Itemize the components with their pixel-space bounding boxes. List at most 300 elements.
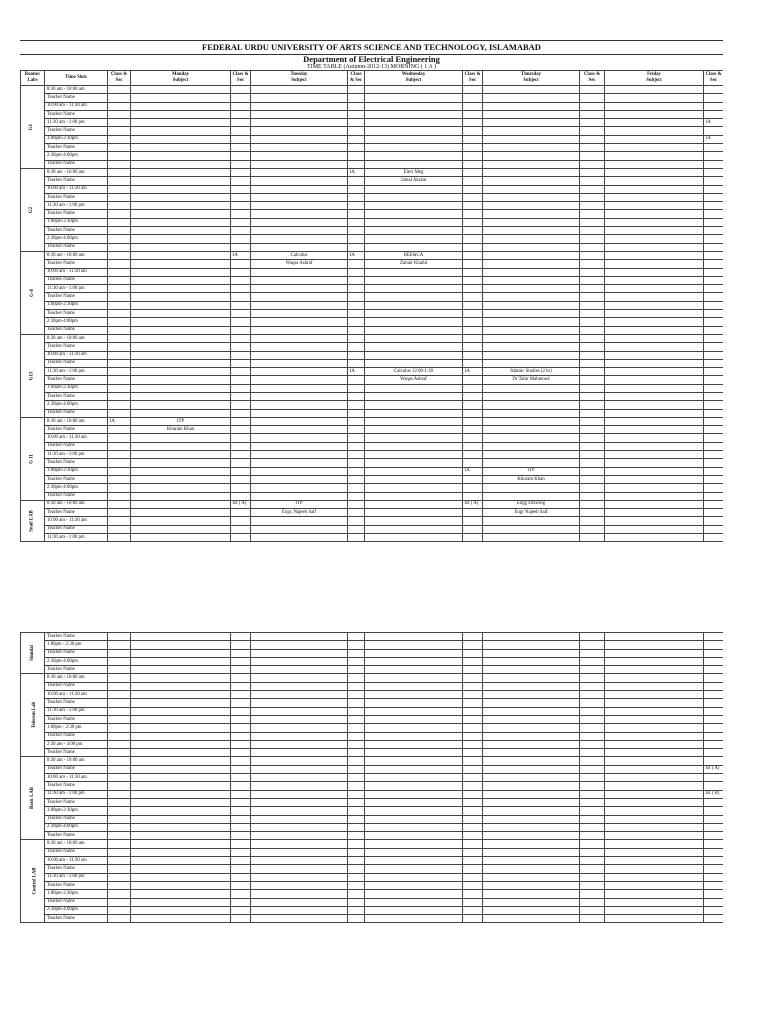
subject-cell: [251, 873, 348, 881]
class-sec-cell: [580, 168, 605, 176]
subject-cell: [131, 823, 231, 831]
table-row: [21, 451, 724, 459]
class-sec-cell: [231, 757, 251, 765]
table-row: [21, 832, 724, 840]
subject-cell: [251, 301, 348, 309]
subject-cell: [483, 525, 580, 533]
class-sec-cell: [704, 392, 724, 400]
subject-cell: [483, 798, 580, 806]
class-sec-cell: [108, 392, 131, 400]
subject-cell: [131, 915, 231, 923]
subject-cell: [483, 260, 580, 268]
table-row: [21, 177, 724, 185]
class-sec-cell: [463, 235, 483, 243]
subject-cell: [365, 135, 463, 143]
class-sec-cell: [463, 774, 483, 782]
subject-cell: [365, 127, 463, 135]
room-label: [21, 500, 45, 541]
subject-cell: [365, 434, 463, 442]
subject-cell: [483, 392, 580, 400]
class-sec-cell: [580, 202, 605, 210]
class-sec-cell: [704, 459, 724, 467]
time-slot-cell: 8:30 am - 10:00 am: [45, 168, 108, 176]
subject-cell: [131, 832, 231, 840]
subject-cell: [365, 110, 463, 118]
subject-cell: [251, 268, 348, 276]
subject-cell: [365, 641, 463, 649]
class-sec-cell: [231, 857, 251, 865]
class-sec-cell: [704, 657, 724, 665]
room-label: [21, 633, 45, 674]
table-row: [21, 127, 724, 135]
class-sec-cell: [463, 343, 483, 351]
class-sec-cell: [580, 732, 605, 740]
subject-cell: [483, 144, 580, 152]
subject-cell: [251, 525, 348, 533]
class-sec-cell: [580, 682, 605, 690]
class-sec-cell: [108, 285, 131, 293]
table-row: [21, 426, 724, 434]
class-sec-cell: [231, 807, 251, 815]
class-sec-cell: [231, 160, 251, 168]
subject-cell: [365, 467, 463, 475]
subject-cell: [605, 857, 704, 865]
subject-cell: [131, 633, 231, 641]
time-slot-cell: Teacher Name: [45, 649, 108, 657]
subject-cell: [131, 260, 231, 268]
time-slot-cell: 2:30pm-4:00pm: [45, 318, 108, 326]
class-sec-cell: [463, 301, 483, 309]
subject-cell: [483, 873, 580, 881]
class-sec-cell: [704, 815, 724, 823]
class-sec-cell: [704, 243, 724, 251]
subject-cell: [365, 500, 463, 508]
time-slot-cell: Teacher Name: [45, 915, 108, 923]
class-sec-cell: [231, 243, 251, 251]
class-sec-cell: [580, 484, 605, 492]
time-slot-cell: Teacher Name: [45, 865, 108, 873]
table-row: [21, 699, 724, 707]
subject-cell: [365, 152, 463, 160]
class-sec-cell: [580, 790, 605, 798]
subject-cell: [251, 310, 348, 318]
class-sec-cell: [580, 641, 605, 649]
subject-cell: [483, 807, 580, 815]
subject-cell: [365, 691, 463, 699]
class-sec-cell: 1st ( A): [704, 765, 724, 773]
table-row: [21, 334, 724, 342]
subject-cell: [605, 492, 704, 500]
class-sec-cell: [348, 210, 365, 218]
subject-cell: [131, 782, 231, 790]
table-row: [21, 260, 724, 268]
class-sec-cell: [580, 218, 605, 226]
subject-cell: [251, 318, 348, 326]
time-slot-cell: Teacher Name: [45, 177, 108, 185]
subject-cell: [131, 127, 231, 135]
class-sec-cell: [348, 276, 365, 284]
class-sec-cell: [704, 218, 724, 226]
class-sec-cell: [348, 475, 365, 483]
subject-cell: [131, 401, 231, 409]
class-sec-cell: [108, 368, 131, 376]
subject-cell: [251, 359, 348, 367]
class-sec-cell: [231, 227, 251, 235]
class-sec-cell: [108, 898, 131, 906]
subject-cell: [131, 110, 231, 118]
time-slot-cell: 8:30 am - 10:00 am: [45, 86, 108, 94]
class-sec-cell: [108, 127, 131, 135]
subject-cell: [605, 691, 704, 699]
class-sec-cell: [108, 318, 131, 326]
class-sec-cell: [463, 682, 483, 690]
class-sec-cell: [108, 749, 131, 757]
subject-cell: [483, 185, 580, 193]
room-label: [21, 251, 45, 334]
class-sec-cell: [231, 442, 251, 450]
class-sec-cell: [348, 160, 365, 168]
class-sec-cell: [348, 343, 365, 351]
class-sec-cell: [463, 674, 483, 682]
subject-cell: [605, 848, 704, 856]
subject-cell: [251, 110, 348, 118]
class-sec-cell: [704, 268, 724, 276]
subject-cell: [605, 815, 704, 823]
subject-cell: [483, 119, 580, 127]
class-sec-cell: [580, 691, 605, 699]
class-sec-cell: [704, 807, 724, 815]
subject-cell: [251, 707, 348, 715]
subject-cell: [483, 235, 580, 243]
class-sec-cell: [348, 152, 365, 160]
table-row: [21, 235, 724, 243]
class-sec-cell: [348, 301, 365, 309]
time-slot-cell: Teacher Name: [45, 815, 108, 823]
class-sec-cell: [108, 310, 131, 318]
class-sec-cell: [231, 798, 251, 806]
class-sec-cell: [704, 534, 724, 542]
class-sec-cell: [108, 633, 131, 641]
subject-cell: [251, 915, 348, 923]
class-sec-cell: [704, 102, 724, 110]
class-sec-cell: [580, 442, 605, 450]
class-sec-cell: [580, 492, 605, 500]
class-sec-cell: [231, 218, 251, 226]
time-slot-cell: Teacher Name: [45, 326, 108, 334]
class-sec-cell: [231, 649, 251, 657]
class-sec-cell: [348, 318, 365, 326]
subject-cell: [251, 823, 348, 831]
time-slot-cell: Teacher Name: [45, 442, 108, 450]
subject-cell: [131, 442, 231, 450]
class-sec-cell: [580, 285, 605, 293]
subject-cell: [483, 674, 580, 682]
class-sec-cell: [231, 492, 251, 500]
subject-cell: [605, 235, 704, 243]
subject-cell: [365, 484, 463, 492]
class-sec-cell: [463, 392, 483, 400]
subject-cell: [251, 459, 348, 467]
subject-cell: [131, 467, 231, 475]
class-sec-cell: [231, 517, 251, 525]
class-sec-cell: [108, 848, 131, 856]
class-sec-cell: [704, 699, 724, 707]
subject-cell: [605, 177, 704, 185]
subject-cell: [251, 94, 348, 102]
subject-cell: [251, 782, 348, 790]
class-sec-cell: [704, 666, 724, 674]
time-slot-cell: 1:00pm-2:30pm: [45, 890, 108, 898]
subject-cell: [605, 898, 704, 906]
class-sec-cell: [108, 426, 131, 434]
subject-cell: [131, 152, 231, 160]
class-sec-cell: [463, 881, 483, 889]
subject-cell: [605, 534, 704, 542]
subject-cell: [365, 782, 463, 790]
subject-cell: [365, 657, 463, 665]
subject-cell: [251, 774, 348, 782]
class-sec-cell: [348, 774, 365, 782]
class-sec-cell: [348, 227, 365, 235]
subject-cell: [365, 227, 463, 235]
class-sec-cell: [231, 235, 251, 243]
class-sec-cell: [108, 119, 131, 127]
class-sec-cell: [463, 865, 483, 873]
subject-cell: [605, 110, 704, 118]
subject-cell: [251, 492, 348, 500]
room-name: G-8: [29, 289, 35, 297]
subject-cell: Calculus: [251, 251, 348, 259]
subject-cell: [131, 881, 231, 889]
time-slot-cell: Teacher Name: [45, 492, 108, 500]
class-sec-cell: [580, 699, 605, 707]
subject-cell: [131, 715, 231, 723]
subject-cell: [483, 906, 580, 914]
subject-cell: [251, 434, 348, 442]
class-sec-cell: [348, 641, 365, 649]
class-sec-cell: [108, 832, 131, 840]
subject-cell: [483, 268, 580, 276]
class-sec-cell: [704, 757, 724, 765]
table-row: [21, 310, 724, 318]
class-sec-cell: [580, 525, 605, 533]
subject-cell: [365, 509, 463, 517]
class-sec-cell: [463, 765, 483, 773]
subject-cell: [131, 301, 231, 309]
class-sec-cell: [231, 840, 251, 848]
class-sec-cell: [463, 417, 483, 425]
subject-cell: [365, 185, 463, 193]
class-sec-cell: [348, 334, 365, 342]
subject-cell: [251, 633, 348, 641]
class-sec-cell: [463, 351, 483, 359]
class-sec-cell: [231, 119, 251, 127]
time-slot-cell: 1:00pm - 2:30 pm: [45, 641, 108, 649]
class-sec-cell: [580, 840, 605, 848]
subject-cell: [131, 765, 231, 773]
subject-cell: [605, 657, 704, 665]
timetable-page-2: [20, 632, 723, 928]
class-sec-cell: [463, 177, 483, 185]
room-label: [21, 334, 45, 417]
table-row: [21, 881, 724, 889]
time-slot-cell: 8:30 am - 10:00 am: [45, 334, 108, 342]
subject-cell: [365, 401, 463, 409]
class-sec-cell: [231, 177, 251, 185]
class-sec-cell: [463, 633, 483, 641]
class-sec-cell: [108, 442, 131, 450]
class-sec-cell: [704, 674, 724, 682]
subject-cell: Elect Meg: [365, 168, 463, 176]
subject-cell: [131, 732, 231, 740]
class-sec-cell: [704, 492, 724, 500]
subject-cell: [365, 757, 463, 765]
table-row: [21, 674, 724, 682]
subject-cell: [131, 268, 231, 276]
table-row: [21, 906, 724, 914]
subject-cell: [251, 906, 348, 914]
subject-cell: [251, 881, 348, 889]
table-row: [21, 268, 724, 276]
class-sec-cell: [108, 500, 131, 508]
subject-cell: [605, 210, 704, 218]
class-sec-cell: [348, 202, 365, 210]
class-sec-cell: [348, 674, 365, 682]
class-sec-cell: [231, 699, 251, 707]
class-sec-cell: [348, 459, 365, 467]
subject-cell: [131, 119, 231, 127]
class-sec-cell: [580, 127, 605, 135]
subject-cell: [251, 168, 348, 176]
subject-cell: [605, 218, 704, 226]
class-sec-cell: [704, 740, 724, 748]
subject-cell: [483, 517, 580, 525]
class-sec-cell: [580, 235, 605, 243]
subject-cell: [131, 699, 231, 707]
subject-cell: [605, 699, 704, 707]
subject-cell: [251, 426, 348, 434]
class-sec-cell: [231, 210, 251, 218]
col-class-sec: Class & Sec: [108, 71, 131, 86]
subject-cell: [251, 857, 348, 865]
subject-cell: [605, 94, 704, 102]
class-sec-cell: 1A: [463, 467, 483, 475]
table-row: [21, 301, 724, 309]
class-sec-cell: [108, 459, 131, 467]
time-slot-cell: Teacher Name: [45, 459, 108, 467]
table-row: [21, 185, 724, 193]
subject-cell: [131, 484, 231, 492]
subject-cell: [483, 152, 580, 160]
class-sec-cell: [463, 318, 483, 326]
class-sec-cell: [231, 832, 251, 840]
class-sec-cell: [704, 873, 724, 881]
class-sec-cell: [704, 434, 724, 442]
class-sec-cell: [108, 293, 131, 301]
class-sec-cell: [108, 326, 131, 334]
room-name: Basic LAB: [30, 787, 35, 810]
table-row: [21, 227, 724, 235]
class-sec-cell: [348, 890, 365, 898]
table-row: [21, 765, 724, 773]
time-slot-cell: 1:00pm - 2:30 pm: [45, 724, 108, 732]
table-row: [21, 865, 724, 873]
class-sec-cell: [463, 127, 483, 135]
class-sec-cell: [580, 451, 605, 459]
subject-cell: [605, 823, 704, 831]
subject-cell: [605, 873, 704, 881]
class-sec-cell: [580, 409, 605, 417]
class-sec-cell: [108, 334, 131, 342]
class-sec-cell: [231, 823, 251, 831]
subject-cell: [365, 715, 463, 723]
subject-cell: [605, 649, 704, 657]
class-sec-cell: [463, 707, 483, 715]
subject-cell: [483, 451, 580, 459]
table-row: [21, 823, 724, 831]
subject-cell: [131, 691, 231, 699]
subject-cell: [131, 160, 231, 168]
class-sec-cell: [348, 417, 365, 425]
class-sec-cell: [463, 434, 483, 442]
subject-cell: [365, 301, 463, 309]
table-row: [21, 135, 724, 143]
class-sec-cell: [704, 881, 724, 889]
class-sec-cell: [704, 649, 724, 657]
class-sec-cell: [704, 260, 724, 268]
subject-cell: [251, 293, 348, 301]
class-sec-cell: [348, 832, 365, 840]
subject-cell: [251, 848, 348, 856]
class-sec-cell: [231, 451, 251, 459]
subject-cell: [365, 906, 463, 914]
table-row: [21, 774, 724, 782]
class-sec-cell: [108, 227, 131, 235]
subject-cell: [251, 815, 348, 823]
subject-cell: [605, 484, 704, 492]
time-slot-cell: Teacher Name: [45, 144, 108, 152]
class-sec-cell: [704, 484, 724, 492]
class-sec-cell: [231, 459, 251, 467]
class-sec-cell: [463, 906, 483, 914]
class-sec-cell: [231, 392, 251, 400]
subject-cell: [131, 251, 231, 259]
class-sec-cell: [704, 707, 724, 715]
class-sec-cell: [231, 666, 251, 674]
class-sec-cell: [463, 699, 483, 707]
class-sec-cell: [108, 782, 131, 790]
col-class-sec: Class & Sec: [704, 71, 724, 86]
subject-cell: [365, 144, 463, 152]
class-sec-cell: [580, 707, 605, 715]
time-slot-cell: 10:00 am - 11:30 am: [45, 102, 108, 110]
subject-cell: [483, 202, 580, 210]
subject-cell: [251, 86, 348, 94]
class-sec-cell: [231, 285, 251, 293]
table-row: [21, 724, 724, 732]
table-row: [21, 202, 724, 210]
subject-cell: [483, 293, 580, 301]
class-sec-cell: [580, 865, 605, 873]
class-sec-cell: [231, 144, 251, 152]
class-sec-cell: [580, 359, 605, 367]
subject-cell: [251, 135, 348, 143]
subject-cell: Engr Najeeb Saif: [483, 509, 580, 517]
subject-cell: [483, 898, 580, 906]
subject-cell: [365, 293, 463, 301]
time-slot-cell: Teacher Name: [45, 732, 108, 740]
subject-cell: [605, 500, 704, 508]
